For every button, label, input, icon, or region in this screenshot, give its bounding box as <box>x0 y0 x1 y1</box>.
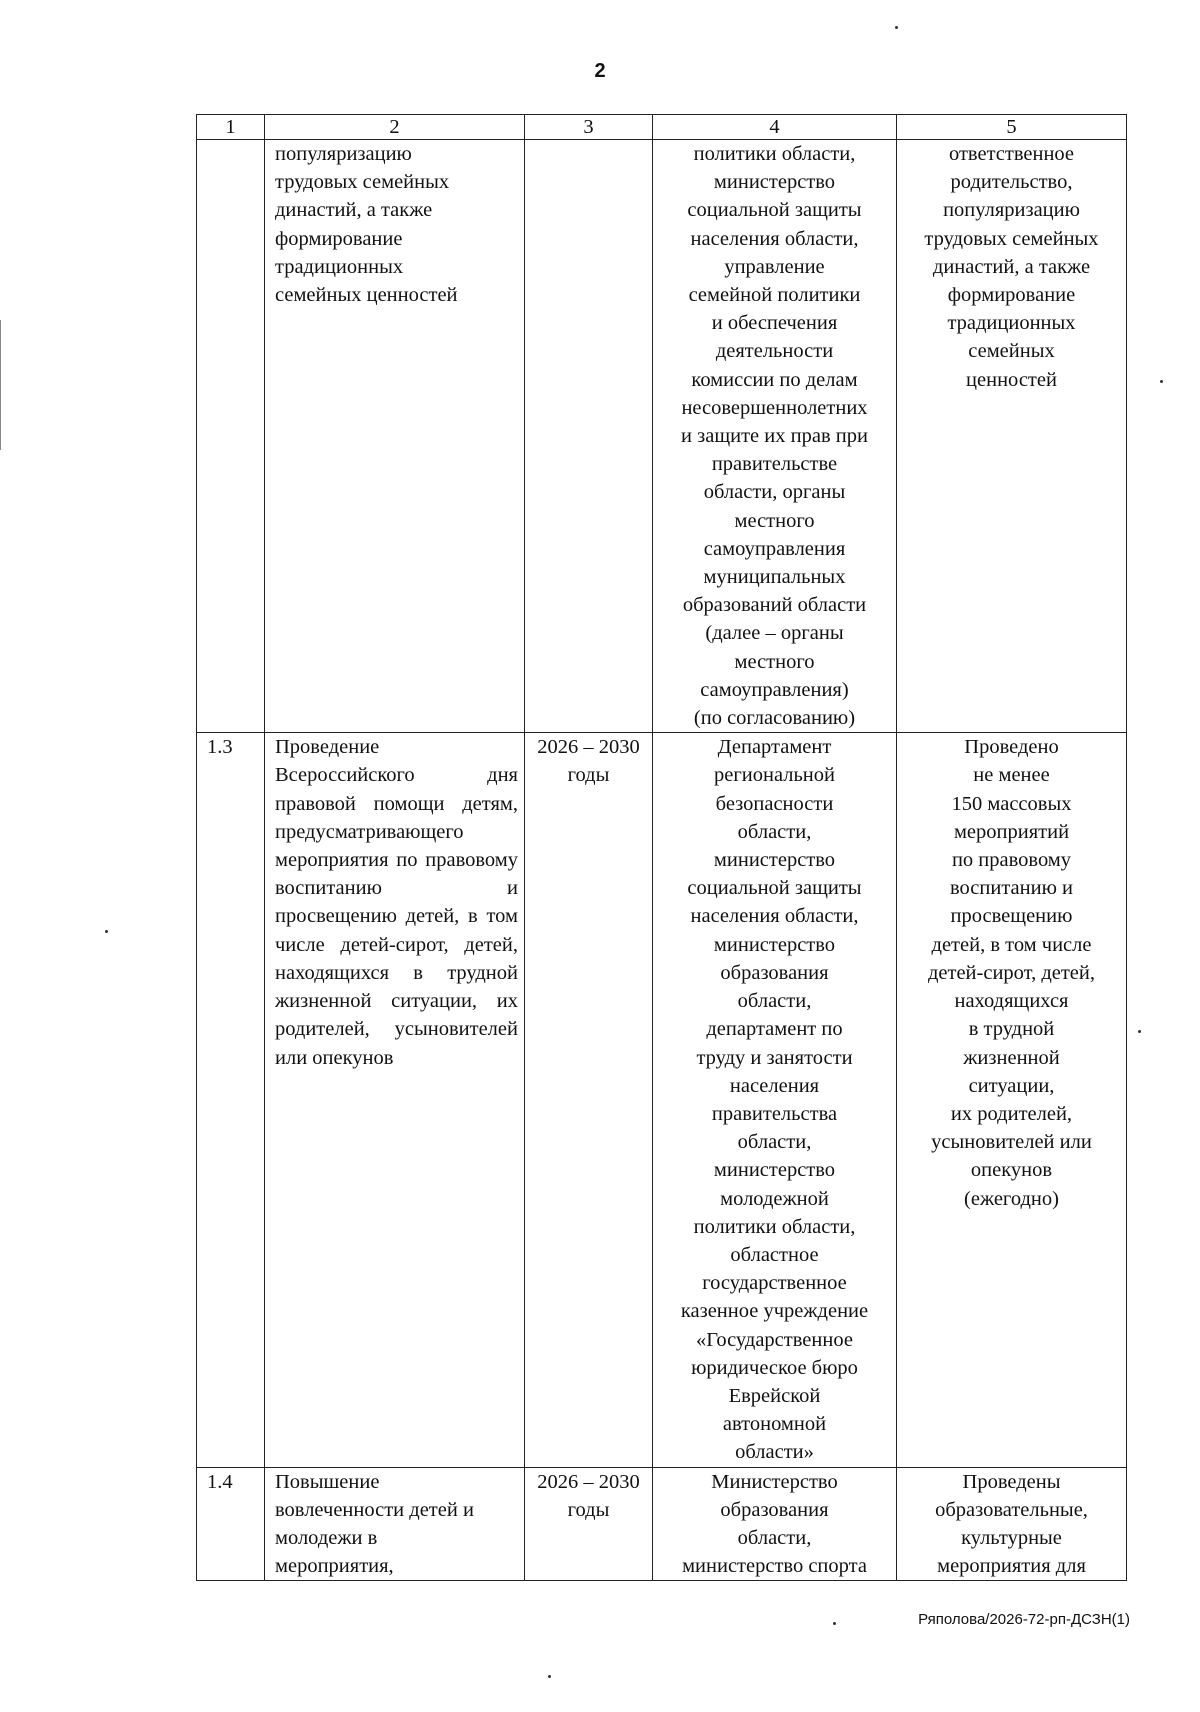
page-number: 2 <box>594 60 606 82</box>
scan-speck <box>895 26 898 29</box>
scan-speck <box>105 930 108 933</box>
event-cell: Повышение вовлеченности детей и молодежи в мероприятия, <box>265 1467 525 1581</box>
column-header-5: 5 <box>897 115 1127 140</box>
column-header-4: 4 <box>653 115 897 140</box>
executors-cell: Департамент региональной безопасности области, министерство социальной защиты населения области, министерство образования области, департамент по труду и занятости населения правительства области, министерство молодежной политики области, областное государственное казенное учреждение «Государственное юридическое бюро Еврейской автономной области» <box>653 733 897 1467</box>
row-number: 1.4 <box>197 1467 265 1581</box>
result-cell: ответственное родительство, популяризацию трудовых семейных династий, а также формирование традиционных семейных ценностей <box>897 140 1127 733</box>
row-number <box>197 140 265 733</box>
period-cell <box>525 140 653 733</box>
footer-document-code: Ряполова/2026-72-рп-ДСЗН(1) <box>918 1611 1130 1628</box>
period-cell: 2026 – 2030 годы <box>525 1467 653 1581</box>
scan-speck <box>548 1675 551 1678</box>
result-cell: Проведены образовательные, культурные мероприятия для <box>897 1467 1127 1581</box>
result-cell: Проведено не менее 150 массовых мероприятий по правовому воспитанию и просвещению детей, в том числе детей-сирот, детей, находящихся в трудной жизненной ситуации, их родителей, усыновителей или опекунов (ежегодно) <box>897 733 1127 1467</box>
event-cell: Проведение Всероссийского дня правовой помощи детям, предусматривающего мероприятия по правовому воспитанию и просвещению детей, в том числе детей-сирот, детей, находящихся в трудной жизненной ситуации, их родителей, усыновителей или опекунов <box>265 733 525 1467</box>
period-cell: 2026 – 2030 годы <box>525 733 653 1467</box>
column-header-2: 2 <box>265 115 525 140</box>
executors-cell: Министерство образования области, министерство спорта <box>653 1467 897 1581</box>
scan-speck <box>833 1622 836 1625</box>
table-row <box>197 1467 1127 1581</box>
column-header-3: 3 <box>525 115 653 140</box>
scan-speck <box>1138 1030 1141 1033</box>
column-header-1: 1 <box>197 115 265 140</box>
program-table <box>196 114 1127 1581</box>
executors-cell: политики области, министерство социальной защиты населения области, управление семейной политики и обеспечения деятельности комиссии по делам несовершеннолетних и защите их прав при правительстве области, органы местного самоуправления муниципальных образований области (далее – органы местного самоуправления) (по согласованию) <box>653 140 897 733</box>
scan-speck <box>1160 380 1163 383</box>
scan-edge-mark <box>0 320 1 450</box>
event-cell: популяризацию трудовых семейных династий, а также формирование традиционных семейных ценностей <box>265 140 525 733</box>
table-header-row <box>197 115 1127 140</box>
table-row <box>197 140 1127 733</box>
table-row <box>197 733 1127 1467</box>
row-number: 1.3 <box>197 733 265 1467</box>
